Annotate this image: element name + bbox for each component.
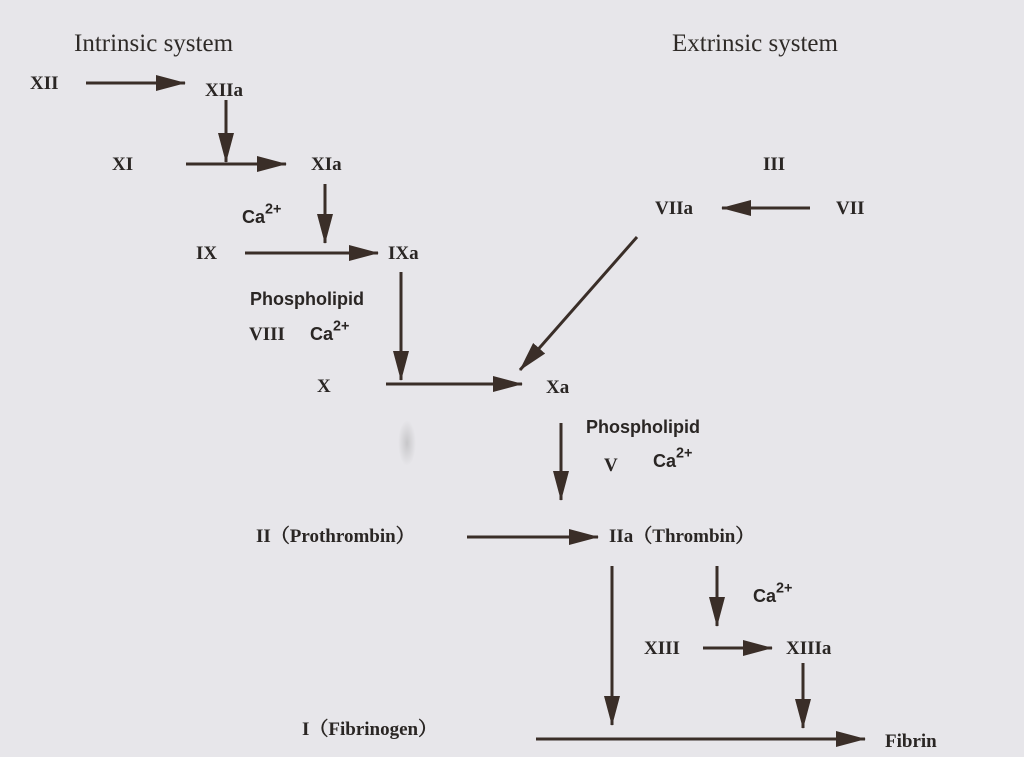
arrow-viia-to-xa [520,237,637,370]
calcium-ion-label: $Ca^{2+}$ [242,201,282,227]
node-xa: Xa [546,377,570,398]
node-iii: III [763,154,786,175]
node-xii: XII [30,73,59,94]
factor-v-label: V [604,455,618,476]
phospholipid-label: Phospholipid [586,417,700,437]
node-iia-thrombin: IIa（Thrombin） [609,526,755,547]
calcium-ion-label: $Ca^{2+}$ [653,445,693,471]
calcium-ion-label: $Ca^{2+}$ [753,580,793,606]
node-ixa: IXa [388,243,419,264]
node-ii-prothrombin: II（Prothrombin） [256,526,415,547]
node-xiiia: XIIIa [786,638,832,659]
calcium-ion-label: $Ca^{2+}$ [310,318,350,344]
node-xi: XI [112,154,134,175]
node-vii: VII [836,198,865,219]
node-i-fibrinogen: I（Fibrinogen） [302,719,438,740]
node-xia: XIa [311,154,342,175]
node-fibrin: Fibrin [885,731,937,752]
phospholipid-label: Phospholipid [250,289,364,309]
extrinsic-title: Extrinsic system [672,30,838,57]
intrinsic-title: Intrinsic system [74,30,234,57]
node-xiia: XIIa [205,80,244,101]
node-x: X [317,376,331,397]
node-xiii: XIII [644,638,680,659]
node-ix: IX [196,243,218,264]
factor-viii-label: VIII [249,324,285,345]
scan-smudge [398,420,416,466]
node-viia: VIIa [655,198,694,219]
